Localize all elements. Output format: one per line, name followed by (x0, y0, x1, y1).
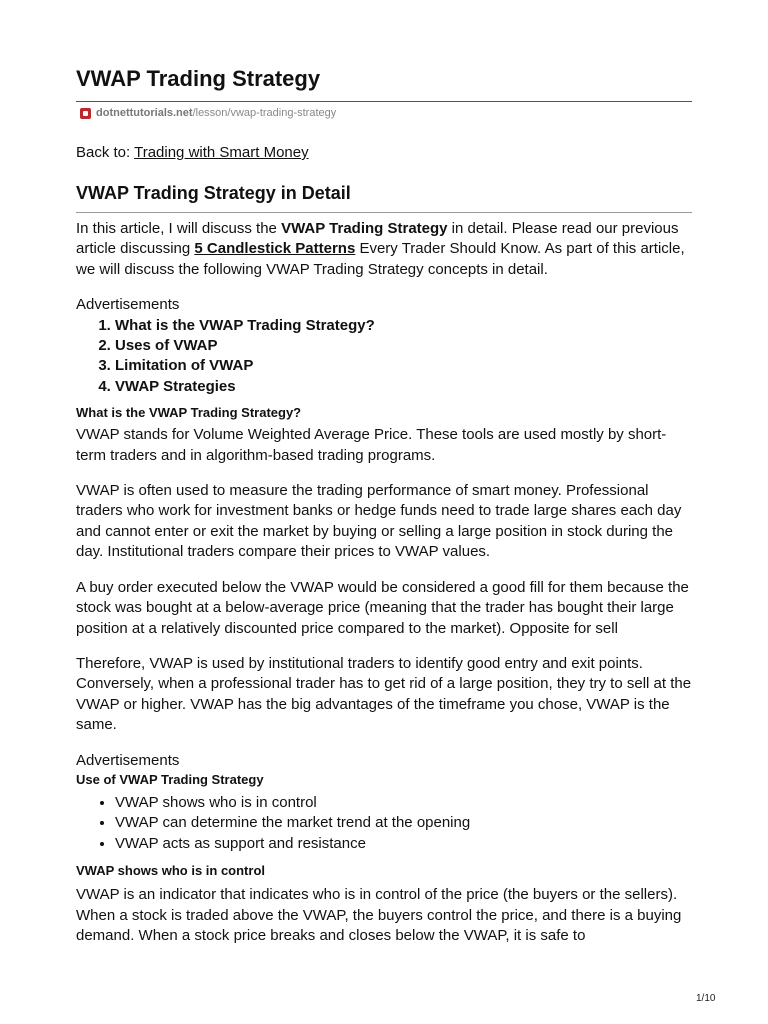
toc-item[interactable]: 3. Limitation of VWAP (115, 356, 696, 376)
intro-text-1: In this article, I will discuss the (76, 220, 282, 237)
page-title: VWAP Trading Strategy (76, 66, 321, 91)
candlestick-patterns-link[interactable]: 5 Candlestick Patterns (194, 240, 356, 258)
toc-item[interactable]: 2. Uses of VWAP (115, 336, 696, 356)
toc-item[interactable]: 1. What is the VWAP Trading Strategy? (115, 316, 696, 336)
source-domain: dotnettutorials.net (96, 107, 193, 119)
site-favicon-icon (80, 108, 91, 119)
heading-use-of-vwap: Use of VWAP Trading Strategy (76, 771, 264, 787)
intro-text-3: Every Trader Should Know. As part of this article, we will discuss the following VWAP Trading Strategy concepts in detail. (76, 240, 685, 278)
heading-what-is-vwap: What is the VWAP Trading Strategy? (76, 405, 302, 421)
advertisements-label: Advertisements (76, 296, 180, 314)
title-divider (76, 101, 692, 102)
uses-list (76, 793, 696, 854)
paragraph: Therefore, VWAP is used by institutional traders to identify good entry and exit points. Conversely, when a professional trader has to get rid of a large position, they try to sell at the VWAP or higher. VWAP has the big advantages of the timeframe you chose, VWAP is the same. (76, 654, 692, 734)
article-body (76, 219, 696, 946)
list-item: • VWAP acts as support and resistance (115, 834, 696, 854)
back-link[interactable]: Trading with Smart Money (134, 144, 309, 161)
paragraph: VWAP stands for Volume Weighted Average Price. These tools are used mostly by short-term traders and in algorithm-based trading programs. (76, 426, 667, 464)
table-of-contents (76, 316, 696, 398)
page-number: 1/10 (696, 993, 716, 1004)
intro-paragraph (76, 219, 696, 280)
list-item: • VWAP can determine the market trend at the opening (115, 813, 696, 833)
toc-item[interactable]: 4. VWAP Strategies (115, 377, 696, 397)
intro-text-2: in detail. Please read our previous article discussing (76, 220, 679, 258)
paragraph: VWAP is an indicator that indicates who is in control of the price (the buyers or the sellers). When a stock is traded above the VWAP, the buyers control the price, and there is a buying demand. When a stock price breaks and closes below the VWAP, it is safe to (76, 886, 682, 944)
paragraph: VWAP is often used to measure the trading performance of smart money. Professional traders who work for investment banks or hedge funds need to trade large shares each day and cannot enter or exit the market by buying or selling a large position in stock during the day. Institutional traders compare their prices to VWAP values. (76, 482, 682, 561)
back-to-line (76, 144, 309, 161)
heading-who-is-in-control: VWAP shows who is in control (76, 863, 266, 879)
source-path: /lesson/vwap-trading-strategy (192, 107, 337, 119)
advertisements-label: Advertisements (76, 751, 180, 769)
intro-bold: VWAP Trading Strategy (281, 220, 448, 237)
list-item: • VWAP shows who is in control (115, 793, 696, 813)
section-divider (76, 212, 692, 213)
back-prefix: Back to: (76, 144, 135, 161)
section-heading: VWAP Trading Strategy in Detail (76, 183, 351, 203)
paragraph: A buy order executed below the VWAP would be considered a good fill for them because the stock was bought at a below-average price (meaning that the trader has bought their large position at a relatively discounted price compared to the market). Opposite for sell (76, 578, 689, 637)
source-url[interactable] (80, 107, 336, 119)
